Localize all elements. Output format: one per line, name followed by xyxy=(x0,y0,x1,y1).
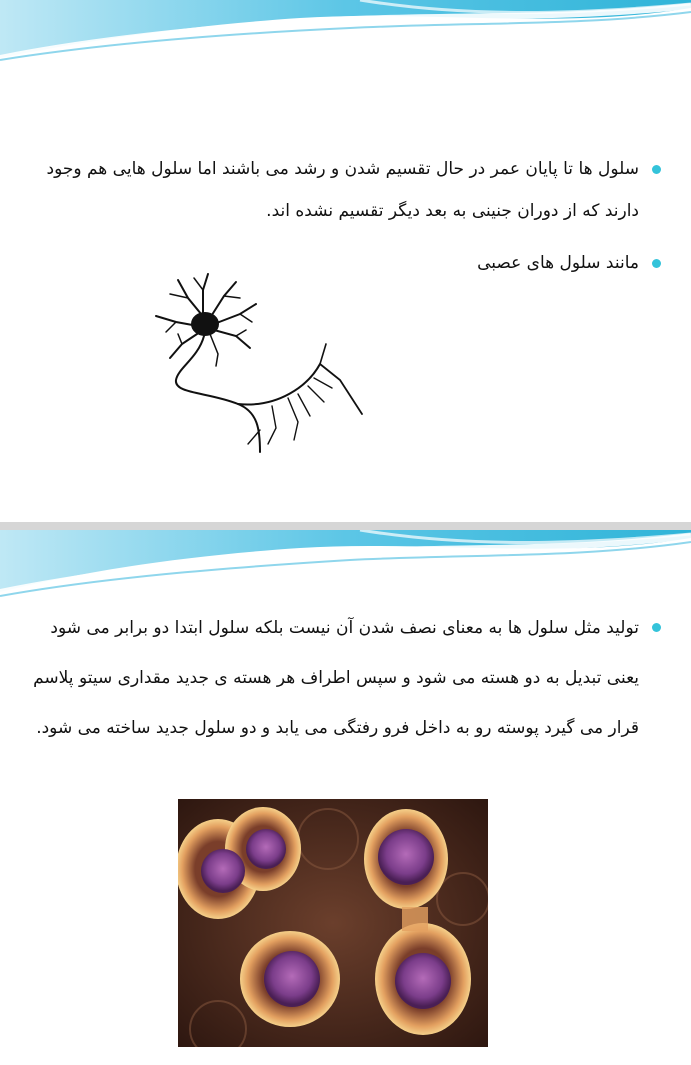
header-wave-decoration xyxy=(0,0,691,90)
bullet-dot-icon xyxy=(652,165,661,174)
bullet-text: مانند سلول های عصبی xyxy=(477,253,639,273)
slide-divider xyxy=(0,522,691,530)
slide-1 xyxy=(0,0,691,522)
neuron-illustration xyxy=(148,268,370,460)
slide-2-bullet-list xyxy=(21,603,661,753)
bullet-text: تولید مثل سلول ها به معنای نصف شدن آن نیست بلکه سلول ابتدا دو برابر می شود یعنی تبدیل به دو هسته می شود و سپس اطراف هر هسته ی جدید مقداری سیتو پلاسم قرار می گیرد پوسته رو به داخل فرو رفتگی می یابد و دو سلول جدید ساخته می شود. xyxy=(33,618,639,738)
bullet-text: سلول ها تا پایان عمر در حال تقسیم شدن و رشد می باشند اما سلول هایی هم وجود دارند که از دوران جنینی به بعد دیگر تقسیم نشده اند. xyxy=(46,159,639,221)
bullet-item xyxy=(21,148,661,232)
cell-division-image xyxy=(178,799,488,1047)
bullet-dot-icon xyxy=(652,259,661,268)
bullet-dot-icon xyxy=(652,623,661,632)
bullet-item xyxy=(21,603,661,753)
